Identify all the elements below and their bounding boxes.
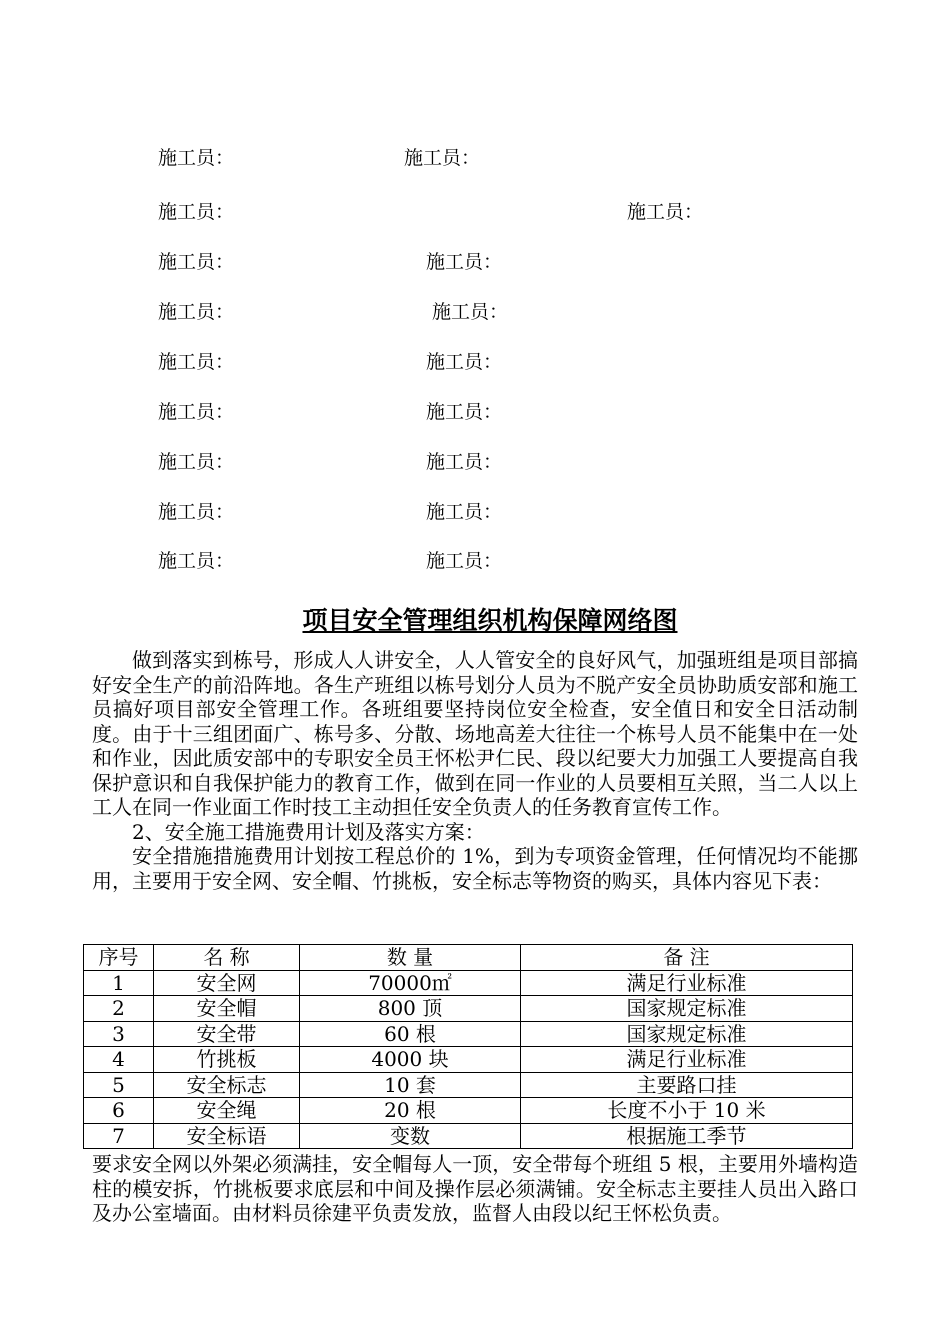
- column-header: 序号: [84, 945, 154, 971]
- table-cell: 7: [84, 1123, 154, 1149]
- table-cell: 国家规定标准: [521, 1021, 853, 1047]
- staff-label: 施工员：: [426, 451, 503, 473]
- staff-label: 施工员：: [158, 201, 235, 223]
- table-cell: 安全带: [154, 1021, 300, 1047]
- table-cell: 800 顶: [300, 996, 521, 1022]
- column-header: 备 注: [521, 945, 853, 971]
- table-row: [84, 970, 853, 996]
- table-cell: 安全帽: [154, 996, 300, 1022]
- staff-label: 施工员：: [404, 147, 481, 169]
- staff-label: 施工员：: [426, 401, 503, 423]
- table-cell: 根据施工季节: [521, 1123, 853, 1149]
- staff-label: 施工员：: [158, 351, 235, 373]
- staff-label: 施工员：: [627, 201, 704, 223]
- table-cell: 竹挑板: [154, 1047, 300, 1073]
- paragraph-requirements: 要求安全网以外架必须满挂，安全帽每人一顶，安全带每个班组 5 根，主要用外墙构造柱的模安拆，竹挑板要求底层和中间及操作层必须满铺。安全标志主要挂人员出入路口及办公室墙面。由材料员徐建平负责发放，监督人由段以纪王怀松负责。: [92, 1152, 858, 1225]
- safety-items-table: [83, 944, 853, 1149]
- staff-label: 施工员：: [158, 501, 235, 523]
- table-cell: 60 根: [300, 1021, 521, 1047]
- table-cell: 安全绳: [154, 1098, 300, 1124]
- staff-label: 施工员：: [158, 401, 235, 423]
- table-header-row: [84, 945, 853, 971]
- table-cell: 主要路口挂: [521, 1072, 853, 1098]
- staff-label: 施工员：: [426, 351, 503, 373]
- table-cell: 3: [84, 1021, 154, 1047]
- section-heading: 2、安全施工措施费用计划及落实方案：: [132, 819, 485, 844]
- body-section: [92, 648, 858, 893]
- staff-label: 施工员：: [158, 251, 235, 273]
- table-cell: 10 套: [300, 1072, 521, 1098]
- table-cell: 4: [84, 1047, 154, 1073]
- table-cell: 国家规定标准: [521, 996, 853, 1022]
- document-title: 项目安全管理组织机构保障网络图: [302, 606, 678, 635]
- table-cell: 满足行业标准: [521, 1047, 853, 1073]
- table-row: [84, 1098, 853, 1124]
- closing-section: [92, 1152, 858, 1226]
- paragraph-budget: 安全措施措施费用计划按工程总价的 1%，到为专项资金管理，任何情况均不能挪用，主要用于安全网、安全帽、竹挑板，安全标志等物资的购买，具体内容见下表：: [92, 844, 858, 893]
- table-cell: 4000 块: [300, 1047, 521, 1073]
- table-row: [84, 1123, 853, 1149]
- table-cell: 长度不小于 10 米: [521, 1098, 853, 1124]
- table-row: [84, 996, 853, 1022]
- table-cell: 2: [84, 996, 154, 1022]
- staff-label: 施工员：: [158, 147, 235, 169]
- table-row: [84, 1021, 853, 1047]
- table-cell: 安全标语: [154, 1123, 300, 1149]
- table-cell: 5: [84, 1072, 154, 1098]
- column-header: 数 量: [300, 945, 521, 971]
- table-row: [84, 1072, 853, 1098]
- table-cell: 6: [84, 1098, 154, 1124]
- paragraph-organization: 做到落实到栋号，形成人人讲安全，人人管安全的良好风气，加强班组是项目部搞好安全生产的前沿阵地。各生产班组以栋号划分人员为不脱产安全员协助质安部和施工员搞好项目部安全管理工作。各班组要坚持岗位安全检查，安全值日和安全日活动制度。由于十三组团面广、栋号多、分散、场地高差大往往一个栋号人员不能集中在一处和作业，因此质安部中的专职安全员王怀松尹仁民、段以纪要大力加强工人要提高自我保护意识和自我保护能力的教育工作，做到在同一作业的人员要相互关照，当二人以上工人在同一作业面工作时技工主动担任安全负责人的任务教育宣传工作。: [92, 648, 858, 819]
- staff-label: 施工员：: [158, 451, 235, 473]
- column-header: 名 称: [154, 945, 300, 971]
- table-cell: 安全标志: [154, 1072, 300, 1098]
- table-cell: 满足行业标准: [521, 970, 853, 996]
- table-cell: 1: [84, 970, 154, 996]
- table-cell: 20 根: [300, 1098, 521, 1124]
- staff-label: 施工员：: [426, 251, 503, 273]
- staff-label: 施工员：: [426, 550, 503, 572]
- staff-label: 施工员：: [432, 301, 509, 323]
- table-row: [84, 1047, 853, 1073]
- staff-label: 施工员：: [426, 501, 503, 523]
- staff-label: 施工员：: [158, 301, 235, 323]
- table-cell: 变数: [300, 1123, 521, 1149]
- staff-label: 施工员：: [158, 550, 235, 572]
- table-cell: 70000㎡: [300, 970, 521, 996]
- table-cell: 安全网: [154, 970, 300, 996]
